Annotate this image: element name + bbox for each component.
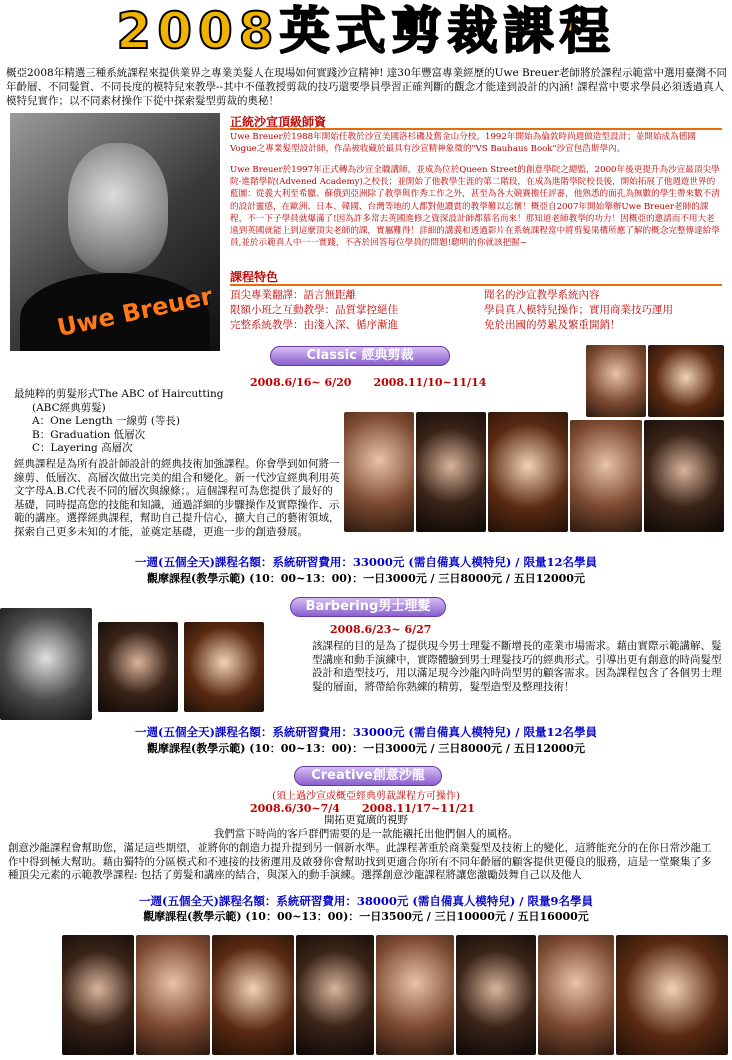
classic-photo-4	[416, 412, 486, 532]
classic-course-label: Classic 經典剪裁	[270, 346, 450, 366]
instructor-bio-1: Uwe Breuer於1988年開始任教於沙宣美國洛杉磯及舊金山分校。1992年開始為倫敦時尚週做造型設計；並開始成為德國Vogue之專業髮型設計師，作品被收藏於最具有沙宣精神象徵的"VS Bauhaus Book"沙宣包浩斯學內。	[230, 132, 696, 155]
instructor-portrait	[10, 113, 220, 351]
feature-item: 頂尖專業翻譯：語言無距離	[230, 289, 356, 301]
barbering-course-label: Barbering男士理髮	[290, 597, 446, 617]
features-right	[484, 288, 724, 333]
classic-item-c: C：Layering 高層次	[32, 442, 133, 454]
classic-demo-fee: 觀摩課程(教學示範) (10：00~13：00)：一日3000元 / 三日8000元 / 五日12000元	[147, 572, 585, 585]
creative-photo-2	[136, 935, 210, 1055]
classic-item-a: A：One Length 一線剪 (等長)	[32, 415, 181, 427]
page-title: 2008英式剪裁課程	[116, 2, 616, 60]
creative-slogan-1: 開拓更寬廣的視野	[324, 814, 408, 826]
creative-fee: 一週(五個全天)課程名額：系統研習費用：38000元 (需自備真人模特兒) / 限量9名學員	[139, 894, 593, 908]
barbering-photo-2	[98, 622, 178, 712]
feature-item: 完整系統教學：由淺入深、循序漸進	[230, 319, 398, 331]
intro-paragraph: 概亞2008年精選三種系統課程來提供業界之專業美髮人在現場如何實踐沙宣精神! 達30年豐富專業經歷的Uwe Breuer老師將於課程示範當中選用臺灣不同年齡層、不同髮質、不同長度的模特兒來教學--其中不僅教授剪裁的技巧還要學員學習正確判斷的觀念才能達到設計的內涵! 課程當中要求學員必須透過真人模特兒實作；以不同素材操作下從中探索髮型剪裁的奧秘！	[6, 67, 727, 107]
classic-fee: 一週(五個全天)課程名額：系統研習費用：33000元 (需自備真人模特兒) / 限量12名學員	[135, 555, 597, 569]
portrait-name-overlay: Uwe Breuer	[54, 281, 216, 343]
feature-item: 免於出國的勞累及繁重開銷！	[484, 319, 621, 331]
creative-photo-1	[62, 935, 134, 1055]
creative-photo-7	[538, 935, 614, 1055]
barbering-body: 該課程的目的是為了提供現今男士理髮不斷增長的產業市場需求。藉由實際示範講解、髮型講座和動手演練中，實際體驗到男士理髮技巧的經典形式。引導出更有創意的時尚髮型設計和造型技巧，用以滿足現今沙龍內時尚型男的顧客需求。因為課程包含了各個男士理髮的層面，將帶給你熟練的精剪，髮型造型及整理技術！	[312, 640, 722, 693]
creative-photo-5	[376, 935, 454, 1055]
classic-photo-6	[570, 420, 642, 532]
classic-lead: 最純粹的剪髮形式The ABC of Haircutting	[14, 388, 224, 400]
creative-slogan-2: 我們當下時尚的客戶群們需要的是一款能襯托出他們個人的風格。	[213, 828, 519, 840]
barbering-photo-3	[184, 622, 264, 712]
classic-photo-3	[344, 412, 414, 532]
classic-outline	[14, 388, 344, 456]
barbering-dates: 2008.6/23~ 6/27	[330, 623, 432, 636]
portrait-face	[68, 143, 168, 273]
creative-course-label: Creative創意沙龍	[294, 766, 442, 786]
barbering-photo-1	[0, 608, 92, 720]
classic-photo-2	[648, 345, 724, 417]
creative-demo-fee: 觀摩課程(教學示範) (10：00~13：00)：一日3500元 / 三日10000元 / 五日16000元	[143, 910, 589, 923]
classic-photo-5	[488, 412, 568, 532]
creative-photo-6	[456, 935, 536, 1055]
creative-photo-8	[616, 935, 728, 1055]
feature-item: 限額小班之互動教學：品質掌控絕佳	[230, 304, 398, 316]
classic-item-b: B：Graduation 低層次	[32, 428, 146, 441]
classic-body: 經典課程是為所有設計師設計的經典技術加強課程。你會學到如何將一線剪、低層次、高層次做出完美的組合和變化。新一代沙宣經典利用英文字母A.B.C代表不同的層次與線條；。這個課程可為您提供了最好的基礎，同時提高您的技能和知識，通過詳細的步驟操作及實際操作、示範的講座。選擇經典課程，幫助自己提升信心，擴大自己的藝術領域，探索自己更多未知的才能，並奠定基礎，更進一步的創造發展。	[14, 458, 340, 538]
classic-sub: (ABC經典剪髮)	[32, 401, 106, 414]
instructor-heading: 正統沙宣頂級師資	[230, 115, 327, 129]
features-left	[230, 288, 470, 333]
barbering-fee: 一週(五個全天)課程名額：系統研習費用：33000元 (需自備真人模特兒) / 限量12名學員	[135, 725, 597, 739]
features-divider	[230, 284, 722, 286]
barbering-demo-fee: 觀摩課程(教學示範) (10：00~13：00)：一日3000元 / 三日8000元 / 五日12000元	[147, 742, 585, 755]
feature-item: 學員真人模特兒操作；實用商業技巧運用	[484, 304, 673, 316]
feature-item: 聞名的沙宣教學系統內容	[484, 289, 600, 301]
classic-dates: 2008.6/16~ 6/20 2008.11/10~11/14	[250, 376, 487, 389]
creative-prerequisite: (須上過沙宣或概亞經典剪裁課程方可操作)	[272, 791, 460, 802]
instructor-divider	[230, 128, 722, 130]
features-heading: 課程特色	[230, 270, 279, 284]
instructor-bio-2: Uwe Breuer於1997年正式轉為沙宣全職講師，並成為位於Queen Street的創意學院之總監，2000年後更提升為沙宣最頂尖學院-進階學院(Advened Academy)之校長；並開始了他教學生涯的第二階段，在成為進階學院校長後，開始拓展了他週遊世界的藍圖：從義大利至希臘、蘇俄到亞洲除了教學與作秀工作之外，甚至為各大競賽擔任評審，他熟悉的面孔為無數的學生帶來數不清的設計靈感，在歐洲、日本、韓國、台灣等地的人都對他讚賞的教學難以忘懷！概亞自2007年開始舉辦Uwe Breuer老師的課程，不一下子學員就爆滿了!因為許多常去英國進修之資深設計師都慕名而來！那知道老師教學的功力！因概亞的邀請而不用大老遠到英國就能上到這麼頂尖老師的課，實屬難得！詳細的講義和透過影片在系統課程當中將剪髮果構所應了解的概念完整傳達給學員,並於示範真人中一一實踐，不吝於回答每位學員的問題!聰明的你就該把握~	[230, 165, 720, 249]
classic-photo-1	[586, 345, 646, 417]
creative-body: 創意沙龍課程會幫助您，滿足這些期望，並將你的創造力提升提到另一個新水準。此課程著重於商業髮型及技術上的變化，這將能充分的在你日常沙龍工作中得到極大幫助。藉由獨特的分區模式和不連接的技術運用及啟發你會幫助找到更適合你所有不同年齡層的顧客提供更優良的服務，這是一堂聚集了多種頂尖元素的示範教學課程: 包括了剪髮和講座的結合，與深入的動手演練。選擇創意沙龍課程將讓您激勵鼓舞自己以及他人	[8, 842, 712, 881]
classic-photo-7	[644, 420, 724, 532]
creative-photo-3	[212, 935, 294, 1055]
creative-dates: 2008.6/30~7/4 2008.11/17~11/21	[250, 802, 475, 815]
creative-photo-4	[296, 935, 374, 1055]
